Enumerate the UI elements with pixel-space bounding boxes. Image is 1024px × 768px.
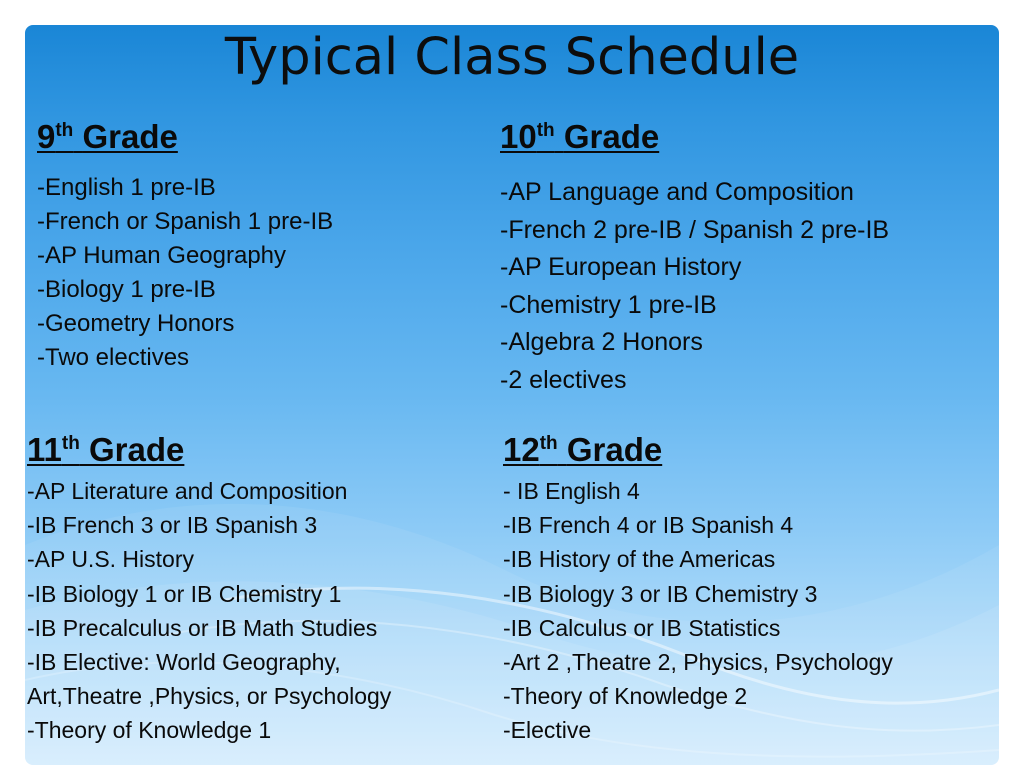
grade-word: Grade	[89, 431, 185, 468]
grade-number: 10	[500, 118, 537, 155]
course-item: -AP Language and Composition	[500, 178, 854, 206]
grade-10-course-list	[500, 174, 889, 399]
grade-9-section	[37, 117, 333, 375]
grade-ordinal-suffix: th	[539, 433, 558, 454]
course-item: -IB Calculus or IB Statistics	[503, 614, 781, 641]
course-item: -Geometry Honors	[37, 310, 235, 337]
grade-12-section	[503, 430, 893, 748]
course-item: -Theory of Knowledge 1	[27, 717, 272, 744]
course-item: - IB English 4	[503, 478, 640, 504]
slide-title: Typical Class Schedule	[224, 28, 800, 87]
course-item: -IB Elective: World Geography,	[27, 649, 341, 676]
grade-11-heading	[27, 430, 391, 470]
course-item: -French or Spanish 1 pre-IB	[37, 208, 334, 235]
grade-11-section	[27, 430, 391, 748]
course-item: -AP Human Geography	[37, 242, 287, 269]
course-item: -Art 2 ,Theatre 2, Physics, Psychology	[503, 649, 893, 676]
course-item: -AP Literature and Composition	[27, 478, 348, 504]
course-item: Art,Theatre ,Physics, or Psychology	[27, 683, 392, 710]
grade-9-course-list	[37, 171, 333, 375]
course-item: -Theory of Knowledge 2	[503, 683, 748, 710]
grade-12-course-list	[503, 474, 893, 748]
grade-10-heading	[500, 117, 889, 157]
grade-word: Grade	[82, 118, 178, 155]
course-item: -Chemistry 1 pre-IB	[500, 290, 717, 319]
course-item: -IB Precalculus or IB Math Studies	[27, 614, 378, 641]
grade-12-heading	[503, 430, 893, 470]
course-item: -AP U.S. History	[27, 546, 194, 573]
course-item: -Biology 1 pre-IB	[37, 276, 216, 303]
grade-number: 12	[503, 431, 540, 468]
grade-word: Grade	[566, 431, 663, 468]
grade-ordinal-suffix: th	[55, 120, 74, 141]
grade-ordinal-suffix: th	[61, 433, 80, 454]
course-item: -English 1 pre-IB	[37, 174, 216, 201]
course-item: -IB Biology 1 or IB Chemistry 1	[27, 580, 342, 607]
course-item: -Elective	[503, 717, 592, 744]
grade-11-course-list	[27, 474, 391, 748]
course-item: -AP European History	[500, 253, 742, 281]
course-item: -Algebra 2 Honors	[500, 328, 703, 356]
grade-word: Grade	[563, 118, 660, 155]
grade-10-section	[500, 117, 889, 399]
course-item: -Two electives	[37, 344, 190, 371]
course-item: -2 electives	[500, 365, 627, 394]
grade-9-heading	[37, 117, 333, 157]
course-item: -IB Biology 3 or IB Chemistry 3	[503, 580, 818, 607]
grade-ordinal-suffix: th	[536, 120, 555, 141]
grade-number: 9	[37, 118, 56, 155]
course-item: -IB French 4 or IB Spanish 4	[503, 512, 794, 539]
course-item: -French 2 pre-IB / Spanish 2 pre-IB	[500, 215, 890, 244]
course-item: -IB History of the Americas	[503, 546, 776, 573]
course-item: -IB French 3 or IB Spanish 3	[27, 512, 318, 539]
grade-number: 11	[27, 431, 62, 468]
